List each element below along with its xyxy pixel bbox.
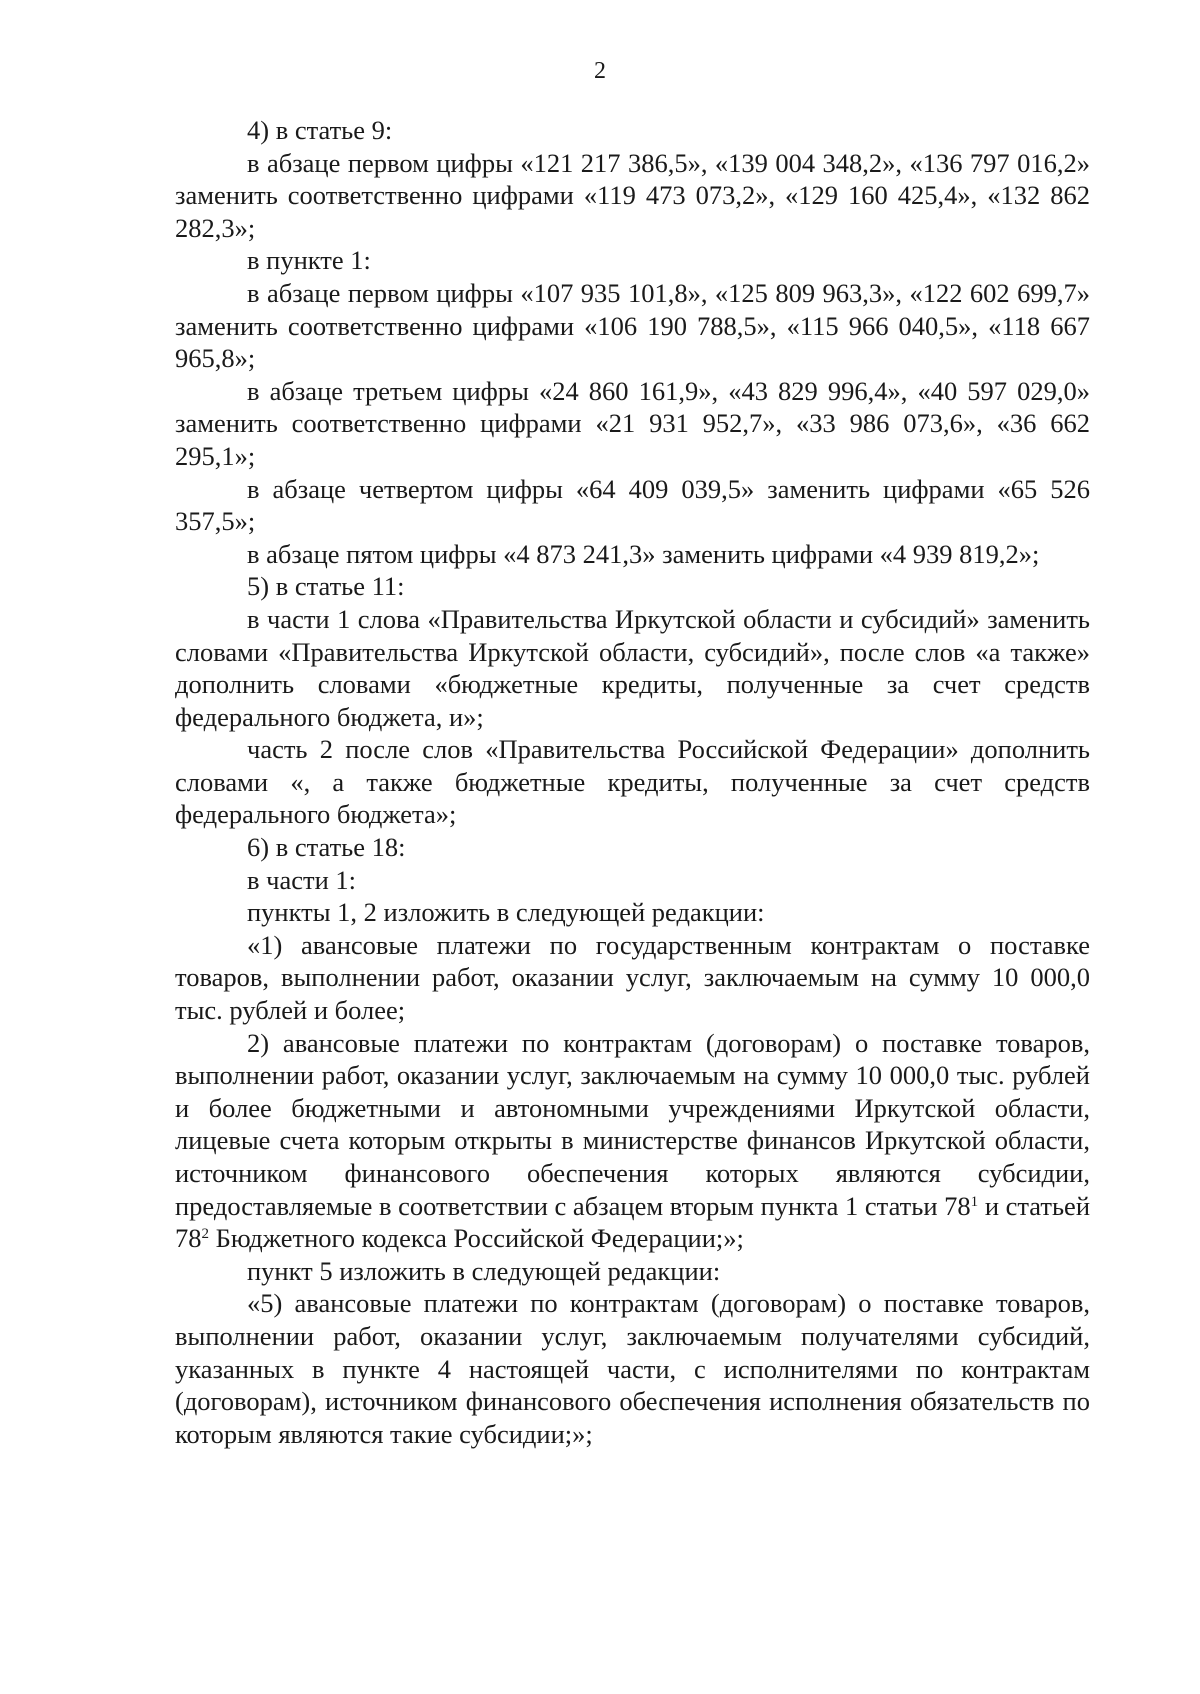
page-number: 2 (594, 58, 606, 84)
document-body (175, 114, 1090, 1450)
paragraph (175, 1027, 1090, 1255)
paragraph-article-18-heading: 6) в статье 18: (247, 832, 406, 863)
superscript: 2 (201, 1226, 209, 1243)
paragraph: «1) авансовые платежи по государственным контрактам о поставке товаров, выполнении работ, оказании услуг, заключаемым на сумму 10 000,0 тыс. рублей и более; (175, 929, 1090, 1026)
paragraph: в абзаце первом цифры «107 935 101,8», «125 809 963,3», «122 602 699,7» заменить соответственно цифрами «106 190 788,5», «115 966 040,5», «118 667 965,8»; (175, 277, 1090, 374)
paragraph-point-1-heading: в пункте 1: (247, 245, 371, 276)
paragraph: в абзаце пятом цифры «4 873 241,3» заменить цифрами «4 939 819,2»; (247, 538, 1040, 569)
paragraph-article-9-heading: 4) в статье 9: (247, 115, 393, 145)
paragraph: в абзаце третьем цифры «24 860 161,9», «43 829 996,4», «40 597 029,0» заменить соответственно цифрами «21 931 952,7», «33 986 073,6», «36 662 295,1»; (175, 375, 1090, 471)
paragraph: в абзаце первом цифры «121 217 386,5», «139 004 348,2», «136 797 016,2» заменить соответственно цифрами «119 473 073,2», «129 160 425,4», «132 862 282,3»; (175, 147, 1090, 243)
paragraph-text: 2) авансовые платежи по контрактам (договорам) о поставке товаров, выполнении работ, оказании услуг, заключаемым на сумму 10 000,0 тыс. рублей и более бюджетными и автономными учреждениями Иркутской области, лицевые счета которым открыты в министерстве финансов Иркутской области, источником финансового обеспечения которых являются субсидии, предоставляемые в соответствии с абзацем вторым пункта 1 статьи 78 (175, 1027, 1090, 1221)
paragraph-part-1-heading: в части 1: (247, 864, 356, 895)
superscript: 1 (970, 1193, 979, 1210)
paragraph-text: Бюджетного кодекса Российской Федерации;»; (209, 1223, 744, 1254)
paragraph: в абзаце четвертом цифры «64 409 039,5» заменить цифрами «65 526 357,5»; (175, 473, 1090, 537)
paragraph: «5) авансовые платежи по контрактам (договорам) о поставке товаров, выполнении работ, оказании услуг, заключаемым получателями субсидий, указанных в пункте 4 настоящей части, с исполнителями по контрактам (договорам), источником финансового обеспечения исполнения обязательств по которым являются такие субсидии;»; (175, 1288, 1090, 1449)
paragraph-article-11-heading: 5) в статье 11: (247, 571, 405, 602)
paragraph: в части 1 слова «Правительства Иркутской области и субсидий» заменить словами «Правительства Иркутской области, субсидий», после слов «а также» дополнить словами «бюджетные кредиты, полученные за счет средств федерального бюджета, и»; (175, 603, 1090, 732)
paragraph: пункты 1, 2 изложить в следующей редакции: (247, 897, 765, 928)
paragraph: часть 2 после слов «Правительства Российской Федерации» дополнить словами «, а также бюджетные кредиты, полученные за счет средств федерального бюджета»; (175, 734, 1090, 830)
paragraph-text: и статьей 78 (175, 1190, 1090, 1254)
paragraph: пункт 5 изложить в следующей редакции: (247, 1255, 721, 1286)
